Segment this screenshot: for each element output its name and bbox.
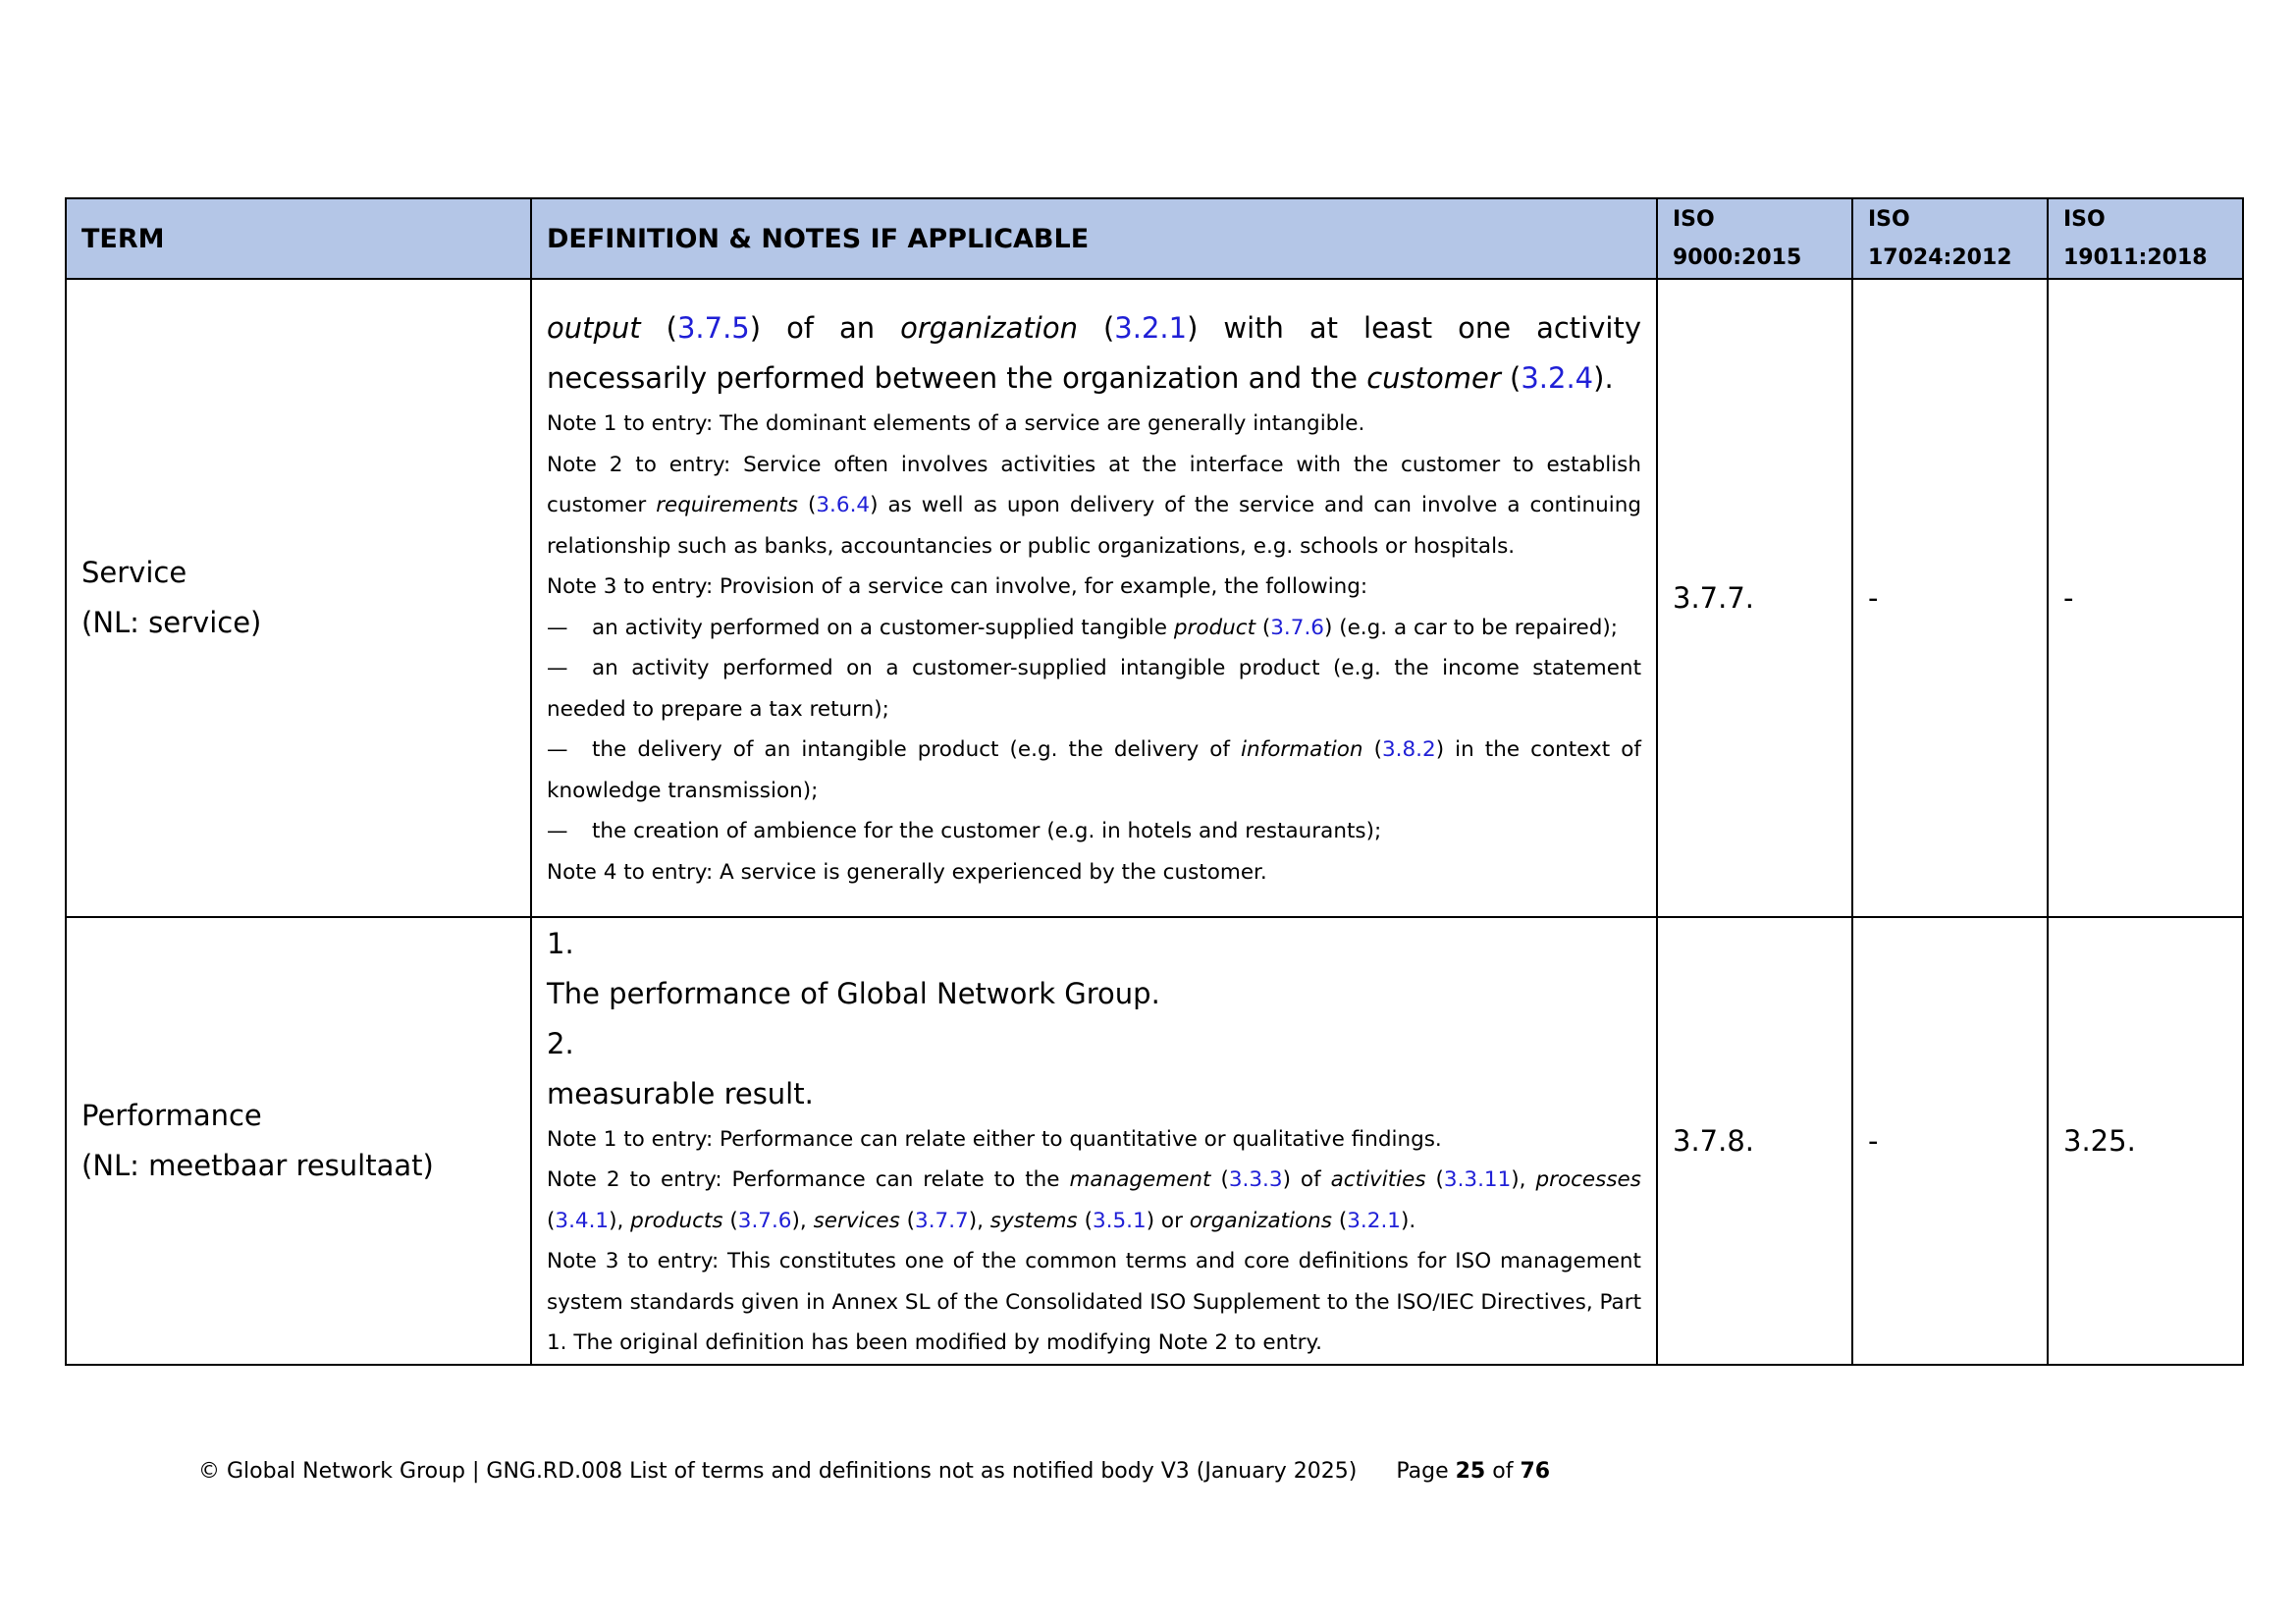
- term-information: information: [1241, 737, 1363, 762]
- dash-bullet: —: [547, 615, 568, 640]
- term-management: management: [1069, 1167, 1211, 1192]
- iso-17024-value: -: [1852, 279, 2048, 917]
- ref-link[interactable]: 3.2.1: [1114, 311, 1188, 345]
- ref-link[interactable]: 3.6.4: [816, 493, 871, 517]
- note-1: Note 1 to entry: Performance can relate either to quantitative or qualitative findings.: [547, 1126, 1442, 1152]
- header-iso-17024-a: ISO: [1868, 207, 1910, 232]
- table-header-row: [66, 198, 2243, 279]
- term-services: services: [813, 1208, 900, 1233]
- dash-bullet: —: [547, 737, 568, 762]
- ref-link[interactable]: 3.3.11: [1443, 1167, 1512, 1192]
- list-item: [547, 648, 1641, 730]
- text-fragment: ) in the context of knowledge transmission);: [547, 737, 1641, 803]
- ref-link[interactable]: 3.7.6: [737, 1208, 792, 1233]
- header-term: TERM: [66, 198, 531, 279]
- term-requirements: requirements: [656, 493, 799, 517]
- note-3: Note 3 to entry: Provision of a service can involve, for example, the following:: [547, 574, 1368, 599]
- iso-9000-value: 3.7.8.: [1657, 917, 1852, 1365]
- header-iso-19011: [2048, 198, 2243, 279]
- text-fragment: ).: [1593, 361, 1614, 395]
- note-1: Note 1 to entry: The dominant elements of a service are generally intangible.: [547, 411, 1365, 436]
- header-iso-9000-b: 9000:2015: [1673, 245, 1802, 270]
- page-footer: [198, 1459, 1550, 1484]
- text-fragment: ),: [968, 1208, 990, 1233]
- page-label: Page: [1396, 1459, 1449, 1484]
- header-iso-9000-a: ISO: [1673, 207, 1715, 232]
- note-2: Note 2 to entry: Service often involves activities at the interface with the customer to establish customer requirements (3.6.4) as well as upon delivery of the service and can involve a continuing relationship such as banks, accountancies or public organizations, e.g. schools or hospitals.: [547, 452, 1642, 559]
- header-iso-19011-b: 19011:2018: [2063, 245, 2208, 270]
- text-fragment: the creation of ambience for the customer (e.g. in hotels and restaurants);: [592, 819, 1382, 843]
- header-iso-19011-a: ISO: [2063, 207, 2106, 232]
- ref-link[interactable]: 3.2.4: [1521, 361, 1594, 395]
- header-iso-17024: [1852, 198, 2048, 279]
- term-name: Service: [81, 556, 187, 589]
- term-organizations: organizations: [1189, 1208, 1333, 1233]
- text-fragment: ) or: [1146, 1208, 1190, 1233]
- ref-link[interactable]: 3.7.6: [1270, 615, 1324, 640]
- ref-link[interactable]: 3.5.1: [1092, 1208, 1147, 1233]
- page-of-label: of: [1492, 1459, 1514, 1484]
- definition-text: output (3.7.5) of an organization (3.2.1) with at least one activity necessarily performed between the organization and the customer (3.2.4).: [547, 311, 1641, 395]
- text-fragment: ) with at least one activity necessarily performed between the organization and the: [547, 311, 1641, 395]
- term-nl: (NL: service): [81, 606, 262, 639]
- term-customer: customer: [1366, 361, 1501, 395]
- term-cell: [66, 917, 531, 1365]
- definition-text: The performance of Global Network Group.: [547, 976, 1160, 1010]
- term-processes: processes: [1535, 1167, 1641, 1192]
- text-fragment: Note 2 to entry: Service often involves activities at the interface with the customer to establish customer: [547, 452, 1641, 517]
- text-fragment: an activity performed on a customer-supplied tangible: [592, 615, 1174, 640]
- term-nl: (NL: meetbaar resultaat): [81, 1149, 434, 1182]
- text-fragment: ) of: [1282, 1167, 1331, 1192]
- table-row: [66, 917, 2243, 1365]
- list-item: — an activity performed on a customer-supplied tangible product (3.7.6) (e.g. a car to be repaired);: [547, 608, 1641, 649]
- iso-17024-value: -: [1852, 917, 2048, 1365]
- term-output: output: [547, 311, 641, 345]
- ref-link[interactable]: 3.7.7: [915, 1208, 969, 1233]
- definition-number: 2.: [547, 1026, 574, 1060]
- text-fragment: ) as well as upon delivery of the service and can involve a continuing relationship such as banks, accountancies or public organizations, e.g. schools or hospitals.: [547, 493, 1642, 559]
- text-fragment: the delivery of an intangible product (e.g. the delivery of: [592, 737, 1242, 762]
- list-item: [547, 811, 1641, 852]
- text-fragment: Note 2 to entry: Performance can relate to the: [547, 1167, 1070, 1192]
- dash-bullet: —: [547, 819, 568, 843]
- ref-link[interactable]: 3.3.3: [1228, 1167, 1283, 1192]
- term-products: products: [630, 1208, 723, 1233]
- iso-9000-value: 3.7.7.: [1657, 279, 1852, 917]
- text-fragment: ),: [791, 1208, 814, 1233]
- text-fragment: ) of an: [749, 311, 901, 345]
- definition-cell: [531, 917, 1657, 1365]
- header-iso-9000: [1657, 198, 1852, 279]
- text-fragment: an activity performed on a customer-supplied intangible product (e.g. the income statement needed to prepare a tax return);: [547, 656, 1641, 722]
- header-iso-17024-b: 17024:2012: [1868, 245, 2012, 270]
- text-fragment: ) (e.g. a car to be repaired);: [1323, 615, 1619, 640]
- ref-link[interactable]: 3.7.5: [676, 311, 750, 345]
- page-total: 76: [1520, 1459, 1551, 1484]
- list-item: — the delivery of an intangible product (e.g. the delivery of information (3.8.2) in the context of knowledge transmission);: [547, 730, 1641, 811]
- term-systems: systems: [989, 1208, 1078, 1233]
- term-product: product: [1173, 615, 1256, 640]
- definition-number: 1.: [547, 926, 574, 960]
- header-definition: DEFINITION & NOTES IF APPLICABLE: [531, 198, 1657, 279]
- term-cell: [66, 279, 531, 917]
- page-number: 25: [1455, 1459, 1486, 1484]
- iso-19011-value: 3.25.: [2048, 917, 2243, 1365]
- ref-link[interactable]: 3.2.1: [1347, 1208, 1401, 1233]
- ref-link[interactable]: 3.4.1: [555, 1208, 610, 1233]
- text-fragment: ),: [609, 1208, 631, 1233]
- definition-text: measurable result.: [547, 1076, 814, 1110]
- note-4: Note 4 to entry: A service is generally experienced by the customer.: [547, 859, 1267, 885]
- text-fragment: ).: [1400, 1208, 1416, 1233]
- dash-bullet: —: [547, 656, 568, 680]
- text-fragment: ),: [1511, 1167, 1536, 1192]
- footer-text: © Global Network Group | GNG.RD.008 List of terms and definitions not as notified body V3 (January 2025): [198, 1459, 1358, 1484]
- term-organization: organization: [900, 311, 1078, 345]
- iso-19011-value: -: [2048, 279, 2243, 917]
- definition-cell: [531, 279, 1657, 917]
- page-indicator: [1396, 1459, 1550, 1484]
- terms-table: [65, 197, 2244, 1366]
- note-3: Note 3 to entry: This constitutes one of the common terms and core definitions for ISO management system standards given in Annex SL of the Consolidated ISO Supplement to the ISO/IEC Directives, Part 1. The original definition has been modified by modifying Note 2 to entry.: [547, 1249, 1641, 1355]
- table-row: [66, 279, 2243, 917]
- ref-link[interactable]: 3.8.2: [1381, 737, 1436, 762]
- note-2: Note 2 to entry: Performance can relate to the management (3.3.3) of activities (3.3.11), processes (3.4.1), products (3.7.6), services (3.7.7), systems (3.5.1) or organizations (3.2.1).: [547, 1167, 1641, 1233]
- term-activities: activities: [1330, 1167, 1426, 1192]
- term-name: Performance: [81, 1099, 262, 1132]
